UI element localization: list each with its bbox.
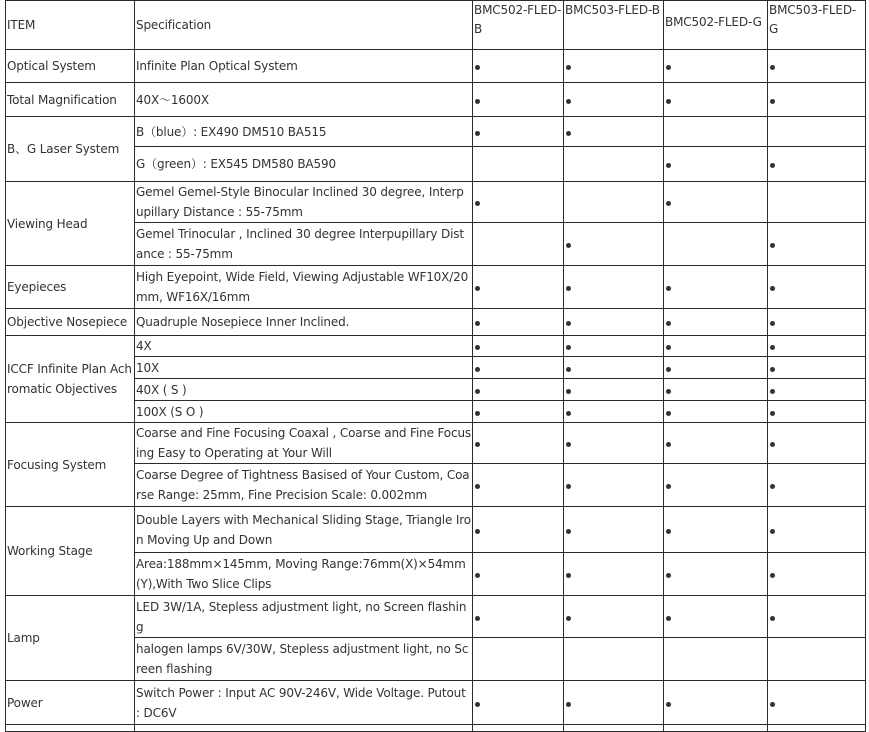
bullet-icon bbox=[566, 321, 571, 326]
model-cell bbox=[473, 464, 564, 507]
bullet-icon bbox=[666, 65, 671, 70]
bullet-icon bbox=[475, 411, 480, 416]
bullet-icon bbox=[666, 286, 671, 291]
spec-table bbox=[5, 0, 866, 732]
spec-cell: 40X ( S ) bbox=[135, 379, 473, 401]
model-cell bbox=[768, 182, 866, 223]
table-row bbox=[6, 553, 866, 596]
bullet-icon bbox=[770, 286, 775, 291]
table-row bbox=[6, 464, 866, 507]
bullet-icon bbox=[475, 131, 480, 136]
bullet-icon bbox=[770, 321, 775, 326]
model-cell bbox=[768, 596, 866, 638]
bullet-icon bbox=[666, 442, 671, 447]
model-cell bbox=[664, 464, 768, 507]
bullet-icon bbox=[770, 163, 775, 168]
table-row bbox=[6, 379, 866, 401]
bullet-icon bbox=[770, 484, 775, 489]
model-cell bbox=[473, 336, 564, 357]
model-cell bbox=[564, 336, 664, 357]
spec-cell: Coarse and Fine Focusing Coaxal , Coarse and Fine Focusing Easy to Operating at Your Will bbox=[135, 423, 473, 464]
bullet-icon bbox=[475, 702, 480, 707]
spec-cell: Switch Power : Input AC 90V-246V, Wide Voltage. Putout : DC6V bbox=[135, 681, 473, 725]
bullet-icon bbox=[666, 529, 671, 534]
bullet-icon bbox=[770, 702, 775, 707]
table-row bbox=[6, 223, 866, 266]
bullet-icon bbox=[770, 345, 775, 350]
bullet-icon bbox=[475, 389, 480, 394]
table-row bbox=[6, 401, 866, 423]
table-row bbox=[6, 336, 866, 357]
model-cell bbox=[473, 507, 564, 553]
spec-cell: Gemel Gemel-Style Binocular Inclined 30 degree, Interpupillary Distance : 55-75mm bbox=[135, 182, 473, 223]
spec-cell: 10X bbox=[135, 357, 473, 379]
item-cell: Viewing Head bbox=[6, 182, 135, 266]
item-cell: Focusing System bbox=[6, 423, 135, 507]
bullet-icon bbox=[566, 529, 571, 534]
bullet-icon bbox=[566, 573, 571, 578]
model-cell bbox=[564, 638, 664, 681]
empty-cell bbox=[768, 725, 866, 732]
model-cell bbox=[768, 638, 866, 681]
table-row bbox=[6, 117, 866, 147]
model-cell bbox=[473, 401, 564, 423]
bullet-icon bbox=[566, 286, 571, 291]
spec-cell: Infinite Plan Optical System bbox=[135, 50, 473, 83]
table-row bbox=[6, 182, 866, 223]
model-cell bbox=[564, 507, 664, 553]
bullet-icon bbox=[770, 529, 775, 534]
model-cell bbox=[664, 182, 768, 223]
table-row bbox=[6, 596, 866, 638]
model-cell bbox=[473, 83, 564, 117]
model-cell bbox=[664, 357, 768, 379]
model-cell bbox=[664, 83, 768, 117]
model-cell bbox=[564, 147, 664, 182]
empty-cell bbox=[564, 725, 664, 732]
spec-cell: Gemel Trinocular , Inclined 30 degree Interpupillary Distance : 55-75mm bbox=[135, 223, 473, 266]
item-cell: Power bbox=[6, 681, 135, 725]
model-cell bbox=[768, 117, 866, 147]
bullet-icon bbox=[770, 65, 775, 70]
header-model: BMC502-FLED-B bbox=[473, 1, 564, 50]
model-cell bbox=[473, 223, 564, 266]
model-cell bbox=[564, 357, 664, 379]
model-cell bbox=[564, 182, 664, 223]
model-cell bbox=[664, 596, 768, 638]
model-cell bbox=[473, 182, 564, 223]
model-cell bbox=[768, 401, 866, 423]
model-cell bbox=[664, 309, 768, 336]
bullet-icon bbox=[566, 411, 571, 416]
model-cell bbox=[473, 117, 564, 147]
bullet-icon bbox=[566, 389, 571, 394]
bullet-icon bbox=[566, 367, 571, 372]
bullet-icon bbox=[475, 616, 480, 621]
table-row bbox=[6, 423, 866, 464]
header-model: BMC503-FLED-B bbox=[564, 1, 664, 50]
spec-cell: B（blue）: EX490 DM510 BA515 bbox=[135, 117, 473, 147]
model-cell bbox=[768, 147, 866, 182]
bullet-icon bbox=[566, 99, 571, 104]
bullet-icon bbox=[566, 484, 571, 489]
model-cell bbox=[473, 147, 564, 182]
model-cell bbox=[768, 357, 866, 379]
bullet-icon bbox=[475, 484, 480, 489]
model-cell bbox=[473, 50, 564, 83]
spec-cell: halogen lamps 6V/30W, Stepless adjustment light, no Screen flashing bbox=[135, 638, 473, 681]
spec-cell: LED 3W/1A, Stepless adjustment light, no Screen flashing bbox=[135, 596, 473, 638]
model-cell bbox=[768, 681, 866, 725]
table-row bbox=[6, 83, 866, 117]
model-cell bbox=[664, 50, 768, 83]
bullet-icon bbox=[770, 99, 775, 104]
bullet-icon bbox=[770, 389, 775, 394]
bullet-icon bbox=[475, 65, 480, 70]
header-row bbox=[6, 1, 866, 50]
bullet-icon bbox=[566, 702, 571, 707]
spec-cell: Double Layers with Mechanical Sliding Stage, Triangle Iron Moving Up and Down bbox=[135, 507, 473, 553]
table-row bbox=[6, 507, 866, 553]
table-row bbox=[6, 681, 866, 725]
spec-cell: High Eyepoint, Wide Field, Viewing Adjustable WF10X/20mm, WF16X/16mm bbox=[135, 266, 473, 309]
bullet-icon bbox=[566, 442, 571, 447]
spec-cell: 40X～1600X bbox=[135, 83, 473, 117]
model-cell bbox=[768, 423, 866, 464]
model-cell bbox=[664, 553, 768, 596]
model-cell bbox=[564, 379, 664, 401]
bullet-icon bbox=[475, 201, 480, 206]
model-cell bbox=[473, 266, 564, 309]
bullet-icon bbox=[770, 573, 775, 578]
empty-cell bbox=[135, 725, 473, 732]
model-cell bbox=[664, 336, 768, 357]
table-row bbox=[6, 309, 866, 336]
item-cell: Eyepieces bbox=[6, 266, 135, 309]
model-cell bbox=[473, 379, 564, 401]
empty-cell bbox=[6, 725, 135, 732]
bullet-icon bbox=[475, 321, 480, 326]
model-cell bbox=[768, 266, 866, 309]
bullet-icon bbox=[475, 345, 480, 350]
bullet-icon bbox=[566, 345, 571, 350]
model-cell bbox=[473, 638, 564, 681]
bullet-icon bbox=[566, 616, 571, 621]
spec-cell: Quadruple Nosepiece Inner Inclined. bbox=[135, 309, 473, 336]
table-row bbox=[6, 50, 866, 83]
model-cell bbox=[768, 309, 866, 336]
model-cell bbox=[664, 681, 768, 725]
empty-cell bbox=[664, 725, 768, 732]
bullet-icon bbox=[666, 201, 671, 206]
item-cell: Optical System bbox=[6, 50, 135, 83]
model-cell bbox=[564, 83, 664, 117]
model-cell bbox=[564, 117, 664, 147]
model-cell bbox=[664, 638, 768, 681]
model-cell bbox=[664, 147, 768, 182]
model-cell bbox=[768, 83, 866, 117]
bullet-icon bbox=[475, 367, 480, 372]
header-item: ITEM bbox=[6, 1, 135, 50]
model-cell bbox=[564, 401, 664, 423]
header-spec: Specification bbox=[135, 1, 473, 50]
table-row bbox=[6, 266, 866, 309]
model-cell bbox=[564, 464, 664, 507]
spec-cell: 100X (S O ) bbox=[135, 401, 473, 423]
table-row bbox=[6, 147, 866, 182]
model-cell bbox=[564, 553, 664, 596]
spec-cell: Area:188mm×145mm, Moving Range:76mm(X)×54mm(Y),With Two Slice Clips bbox=[135, 553, 473, 596]
bullet-icon bbox=[566, 131, 571, 136]
bullet-icon bbox=[475, 573, 480, 578]
model-cell bbox=[664, 423, 768, 464]
model-cell bbox=[768, 553, 866, 596]
model-cell bbox=[564, 50, 664, 83]
item-cell: Objective Nosepiece bbox=[6, 309, 135, 336]
model-cell bbox=[664, 117, 768, 147]
model-cell bbox=[473, 423, 564, 464]
model-cell bbox=[564, 596, 664, 638]
bullet-icon bbox=[770, 411, 775, 416]
model-cell bbox=[768, 50, 866, 83]
bullet-icon bbox=[666, 345, 671, 350]
empty-cell bbox=[473, 725, 564, 732]
model-cell bbox=[473, 309, 564, 336]
model-cell bbox=[473, 681, 564, 725]
model-cell bbox=[473, 553, 564, 596]
bullet-icon bbox=[666, 411, 671, 416]
bullet-icon bbox=[770, 616, 775, 621]
header-model: BMC503-FLED-G bbox=[768, 1, 866, 50]
bullet-icon bbox=[475, 286, 480, 291]
bullet-icon bbox=[666, 573, 671, 578]
bullet-icon bbox=[666, 616, 671, 621]
bullet-icon bbox=[770, 442, 775, 447]
model-cell bbox=[768, 379, 866, 401]
item-cell: B、G Laser System bbox=[6, 117, 135, 182]
model-cell bbox=[664, 507, 768, 553]
table-row bbox=[6, 725, 866, 732]
bullet-icon bbox=[666, 367, 671, 372]
model-cell bbox=[564, 681, 664, 725]
table-row bbox=[6, 638, 866, 681]
header-model: BMC502-FLED-G bbox=[664, 1, 768, 50]
model-cell bbox=[664, 223, 768, 266]
model-cell bbox=[564, 223, 664, 266]
bullet-icon bbox=[666, 702, 671, 707]
bullet-icon bbox=[666, 484, 671, 489]
model-cell bbox=[564, 309, 664, 336]
item-cell: Working Stage bbox=[6, 507, 135, 596]
bullet-icon bbox=[475, 99, 480, 104]
model-cell bbox=[664, 379, 768, 401]
bullet-icon bbox=[475, 529, 480, 534]
bullet-icon bbox=[770, 367, 775, 372]
model-cell bbox=[664, 266, 768, 309]
bullet-icon bbox=[475, 442, 480, 447]
model-cell bbox=[473, 596, 564, 638]
bullet-icon bbox=[770, 243, 775, 248]
item-cell: Lamp bbox=[6, 596, 135, 681]
table-row bbox=[6, 357, 866, 379]
model-cell bbox=[473, 357, 564, 379]
model-cell bbox=[564, 266, 664, 309]
bullet-icon bbox=[666, 321, 671, 326]
spec-cell: 4X bbox=[135, 336, 473, 357]
item-cell: ICCF Infinite Plan Achromatic Objectives bbox=[6, 336, 135, 423]
model-cell bbox=[768, 336, 866, 357]
spec-cell: G（green）: EX545 DM580 BA590 bbox=[135, 147, 473, 182]
bullet-icon bbox=[666, 163, 671, 168]
bullet-icon bbox=[666, 99, 671, 104]
spec-cell: Coarse Degree of Tightness Basised of Your Custom, Coarse Range: 25mm, Fine Precision Scale: 0.002mm bbox=[135, 464, 473, 507]
bullet-icon bbox=[566, 243, 571, 248]
bullet-icon bbox=[566, 65, 571, 70]
model-cell bbox=[768, 507, 866, 553]
model-cell bbox=[768, 223, 866, 266]
model-cell bbox=[664, 401, 768, 423]
model-cell bbox=[564, 423, 664, 464]
model-cell bbox=[768, 464, 866, 507]
bullet-icon bbox=[666, 389, 671, 394]
item-cell: Total Magnification bbox=[6, 83, 135, 117]
